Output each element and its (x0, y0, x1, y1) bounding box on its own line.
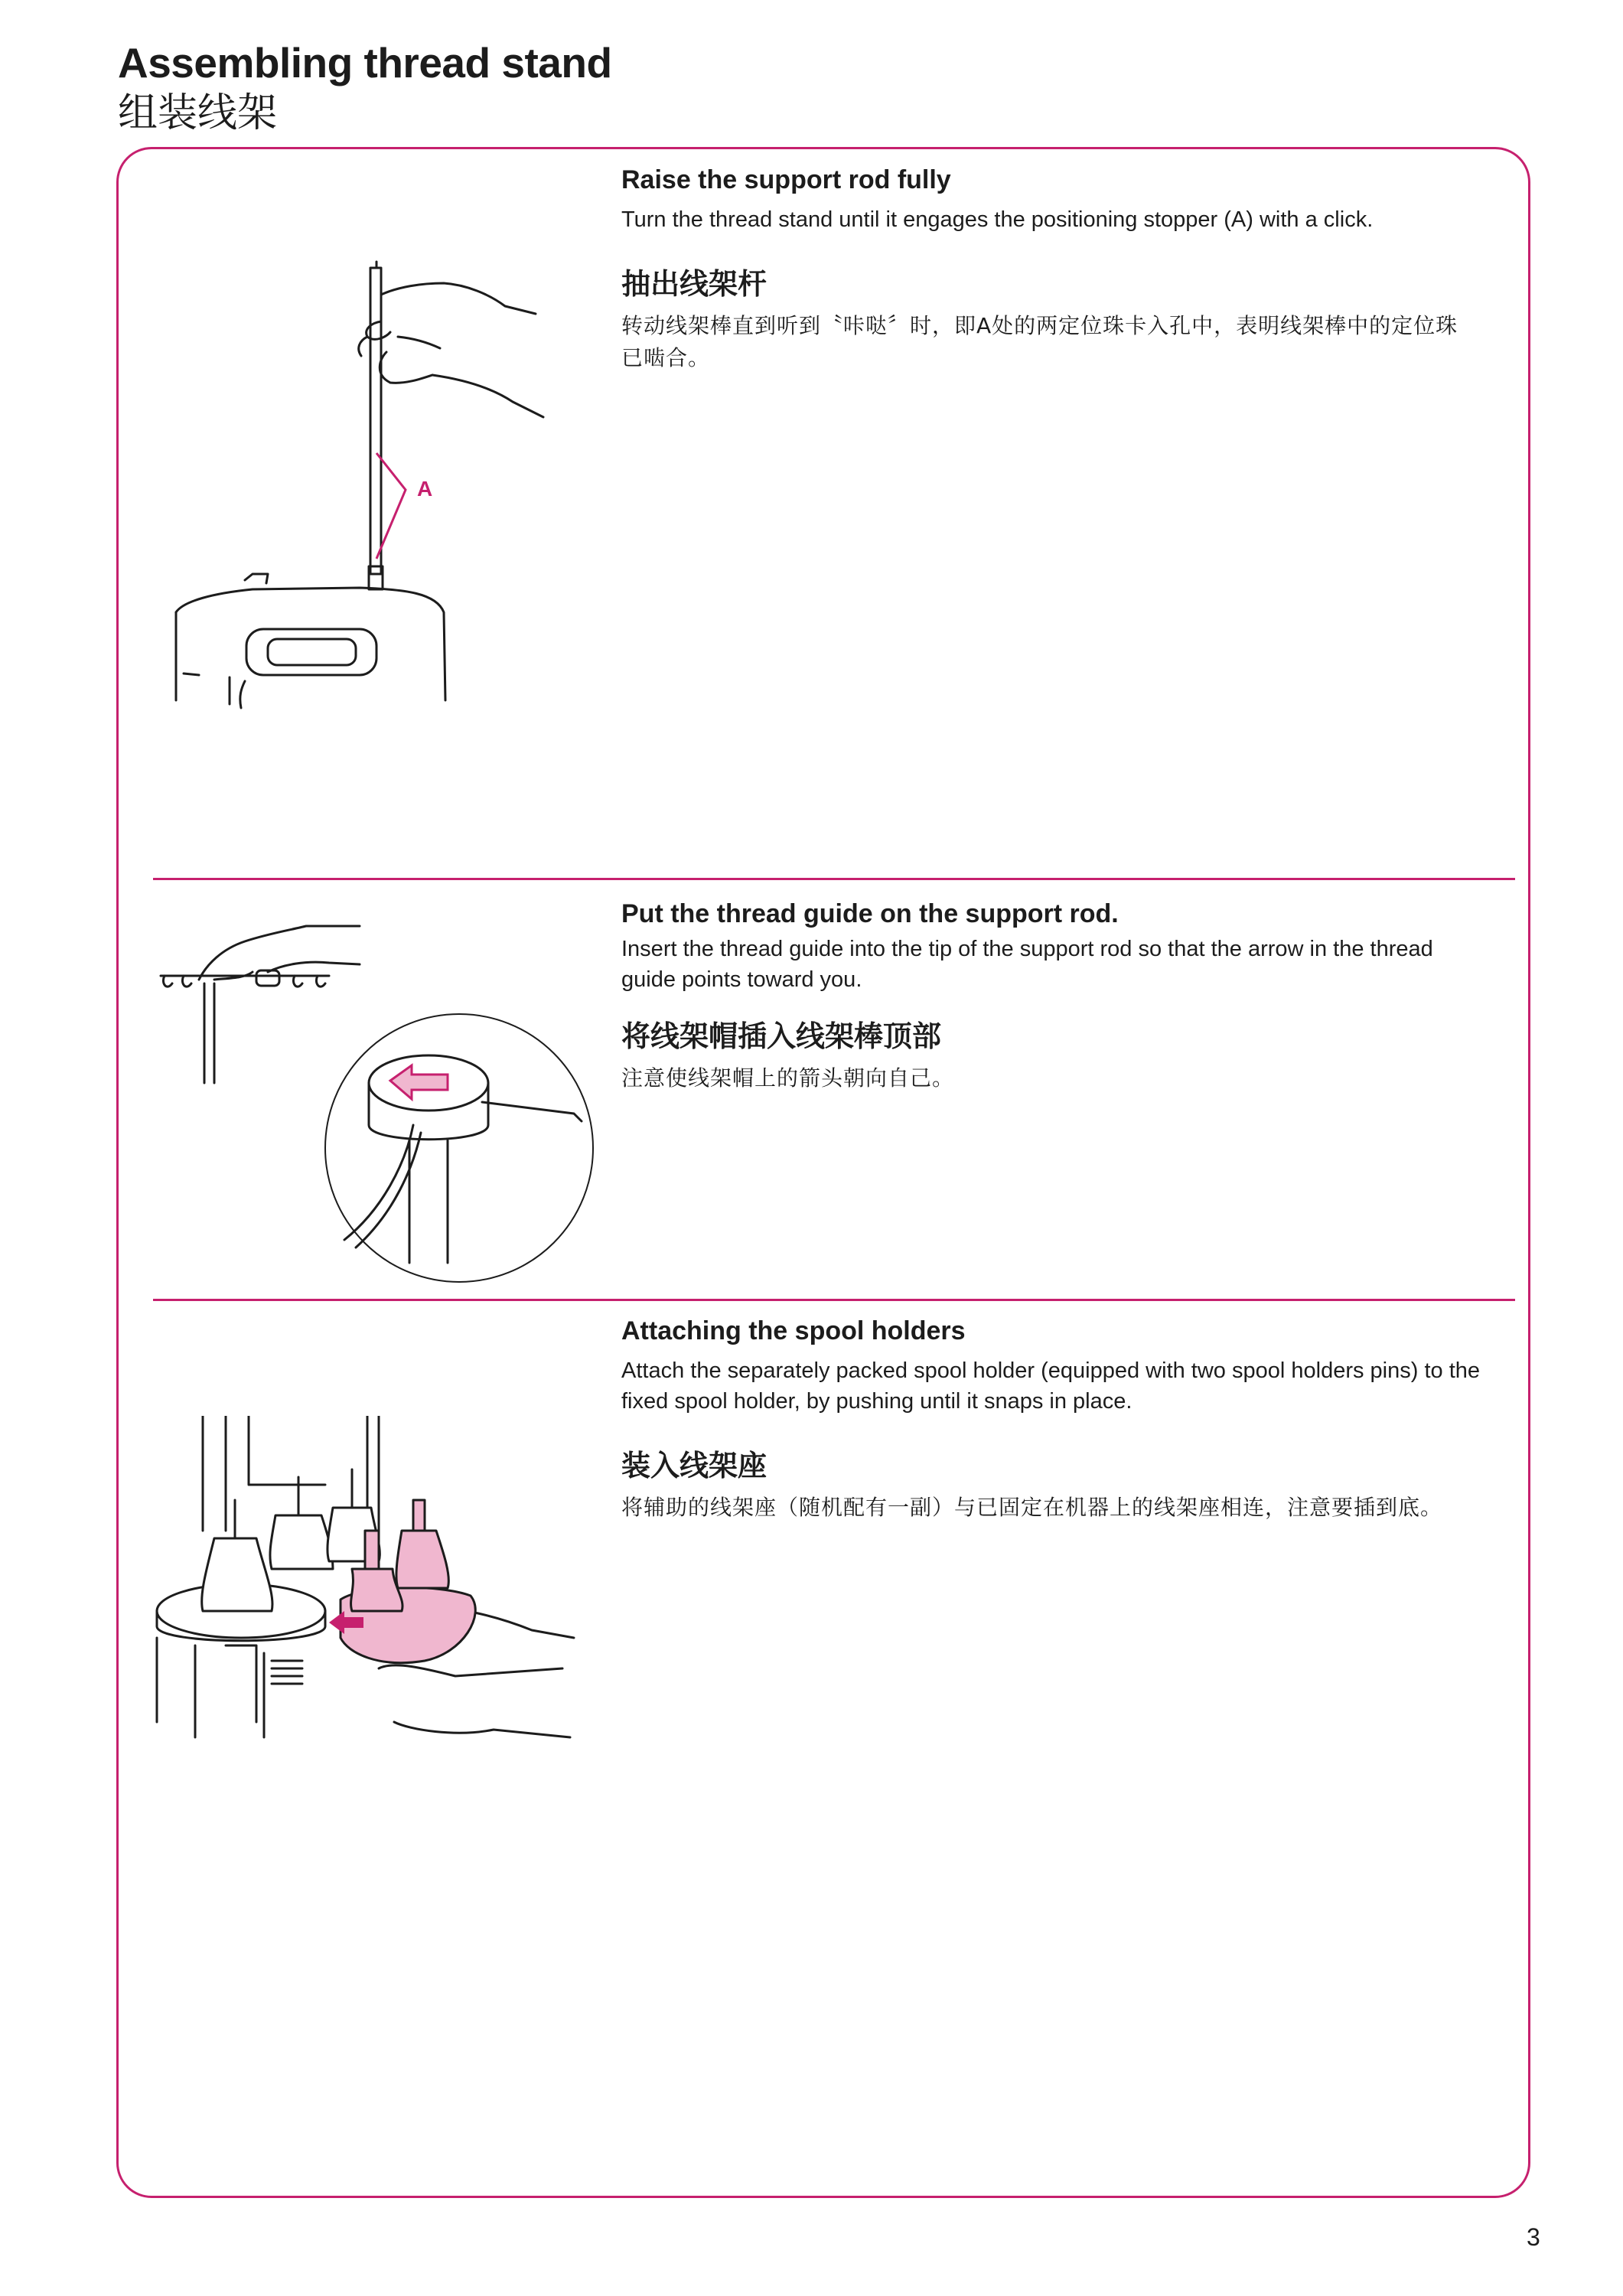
page-number: 3 (1527, 2223, 1540, 2251)
section-divider (153, 1299, 1515, 1301)
section-body-zh: 注意使线架帽上的箭头朝向自己。 (621, 1065, 955, 1091)
section-body-zh: 将辅助的线架座（随机配有一副）与已固定在机器上的线架座相连，注意要插到底。 (621, 1494, 1443, 1520)
section-divider (153, 878, 1515, 880)
section-thread-guide (621, 897, 1524, 1094)
section-heading-zh: 装入线架座 (621, 1449, 768, 1483)
section-heading: Raise the support rod fully (621, 165, 951, 194)
section-body-zh: 转动线架棒直到听到〝咔哒〞时，即A处的两定位珠卡入孔中，表明线架棒中的定位珠已啮合。 (621, 312, 1458, 370)
page-title: Assembling thread stand (118, 39, 612, 86)
thread-guide-closeup-illustration (321, 1010, 597, 1286)
page-title-zh: 组装线架 (118, 90, 278, 136)
section-heading: Attaching the spool holders (621, 1316, 966, 1345)
section-spool-holders (621, 1314, 1524, 1524)
support-rod-illustration (168, 253, 566, 712)
section-body: Turn the thread stand until it engages the positioning stopper (A) with a click. (621, 207, 1374, 233)
spool-holders-illustration (149, 1416, 578, 1745)
section-heading-zh: 抽出线架杆 (621, 267, 768, 302)
section-body: Insert the thread guide into the tip of the support rod so that the arrow in the thread guide points toward you. (621, 937, 1433, 993)
section-heading-zh: 将线架帽插入线架棒顶部 (621, 1019, 942, 1054)
figure-label-a: A (417, 477, 433, 501)
section-heading: Put the thread guide on the support rod. (621, 899, 1119, 928)
section-raise-rod (621, 163, 1524, 374)
section-body: Attach the separately packed spool holder (equipped with two spool holders pins) to the fixed spool holder, by pushing until it snaps in place. (621, 1358, 1481, 1414)
